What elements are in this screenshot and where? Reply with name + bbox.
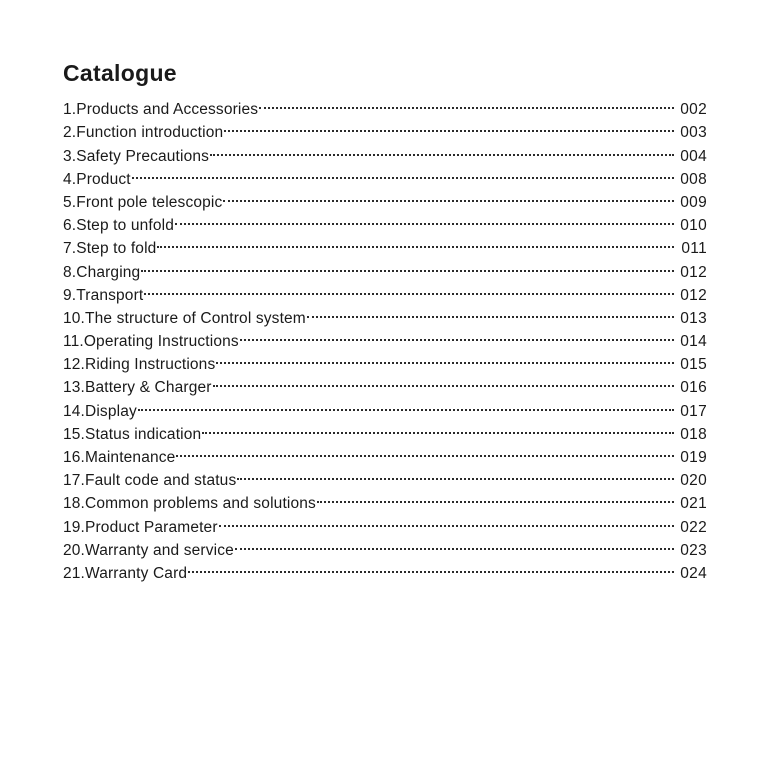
dot-leader <box>223 184 674 207</box>
toc-entry-label: 15.Status indication <box>63 425 202 443</box>
toc-entry-page-number: 022 <box>680 518 707 536</box>
dot-leader <box>132 161 674 184</box>
toc-entry-label: 18.Common problems and solutions <box>63 495 316 513</box>
toc-entry-page-number: 020 <box>680 472 707 490</box>
toc-entry-page-number: 003 <box>680 124 707 142</box>
toc-entry <box>63 392 707 420</box>
toc-entry-label: 14.Display <box>63 402 137 420</box>
toc-entry-label: 12.Riding Instructions <box>63 356 216 374</box>
toc-entry-page-number: 008 <box>680 170 707 188</box>
toc-entry <box>63 161 707 188</box>
toc-entry-label: 17.Fault code and status <box>63 472 237 490</box>
toc-entry-page-number: 019 <box>680 449 707 466</box>
dot-leader <box>144 277 674 300</box>
toc-entry-label: 4.Product <box>63 170 131 188</box>
dot-leader <box>216 346 674 369</box>
dot-leader <box>259 91 674 114</box>
toc-entry-page-number: 012 <box>680 286 707 304</box>
toc-entry <box>63 277 707 304</box>
dot-leader <box>317 485 674 508</box>
toc-entry <box>63 230 707 258</box>
toc-entry-page-number: 011 <box>681 240 707 258</box>
toc-entry-page-number: 004 <box>680 147 707 165</box>
toc-entry-page-number: 015 <box>680 356 707 374</box>
toc-entry <box>63 91 707 119</box>
toc-entry-page-number: 016 <box>680 379 707 397</box>
toc-entry-page-number: 012 <box>680 263 707 281</box>
toc-entry-label: 21.Warranty Card <box>63 564 188 582</box>
toc-entry-page-number: 021 <box>680 495 707 513</box>
toc-entry-page-number: 013 <box>680 309 707 327</box>
toc-entry-label: 2.Function introduction <box>63 124 224 142</box>
page-title: Catalogue <box>63 60 177 86</box>
toc-entry-label: 8.Charging <box>63 263 141 281</box>
toc-entry-label: 1.Products and Accessories <box>63 101 259 119</box>
dot-leader <box>210 137 674 160</box>
dot-leader <box>138 392 674 415</box>
dot-leader <box>141 253 674 276</box>
toc-entry-label: 13.Battery & Charger <box>63 379 212 397</box>
dot-leader <box>202 416 674 439</box>
toc-entry-label: 7.Step to fold <box>63 240 157 258</box>
toc-entry-label: 3.Safety Precautions <box>63 147 210 165</box>
toc-entry-label: 20.Warranty and service <box>63 541 234 559</box>
dot-leader <box>307 300 674 323</box>
toc-entry-page-number: 024 <box>680 564 707 582</box>
toc-entry <box>63 416 707 443</box>
dot-leader <box>219 508 674 531</box>
toc-entry-page-number: 009 <box>680 193 707 211</box>
toc-entry-page-number: 018 <box>680 425 707 443</box>
dot-leader <box>224 114 674 137</box>
dot-leader <box>176 439 674 462</box>
toc-entry-page-number: 014 <box>680 333 707 351</box>
dot-leader <box>188 555 674 578</box>
toc-entry-label: 5.Front pole telescopic <box>63 193 223 211</box>
toc-entry-label: 6.Step to unfold <box>63 217 174 235</box>
toc-entry-label: 11.Operating Instructions <box>63 333 239 351</box>
toc-entry <box>63 300 707 327</box>
toc-entry-page-number: 002 <box>680 101 707 119</box>
dot-leader <box>175 207 674 230</box>
toc-entry-label: 19.Product Parameter <box>63 518 218 536</box>
toc-entry-page-number: 010 <box>680 217 707 235</box>
toc-entry-page-number: 017 <box>680 402 707 420</box>
toc-entry-label: 16.Maintenance <box>63 449 176 466</box>
toc-entry <box>63 253 707 281</box>
dot-leader <box>235 532 674 555</box>
table-of-contents <box>63 91 707 582</box>
toc-entry-label: 9.Transport <box>63 286 144 304</box>
toc-entry-page-number: 023 <box>680 541 707 559</box>
dot-leader <box>157 230 674 253</box>
dot-leader <box>213 369 674 392</box>
toc-entry <box>63 184 707 211</box>
dot-leader <box>240 323 674 346</box>
toc-entry-label: 10.The structure of Control system <box>63 309 306 327</box>
dot-leader <box>237 462 674 485</box>
